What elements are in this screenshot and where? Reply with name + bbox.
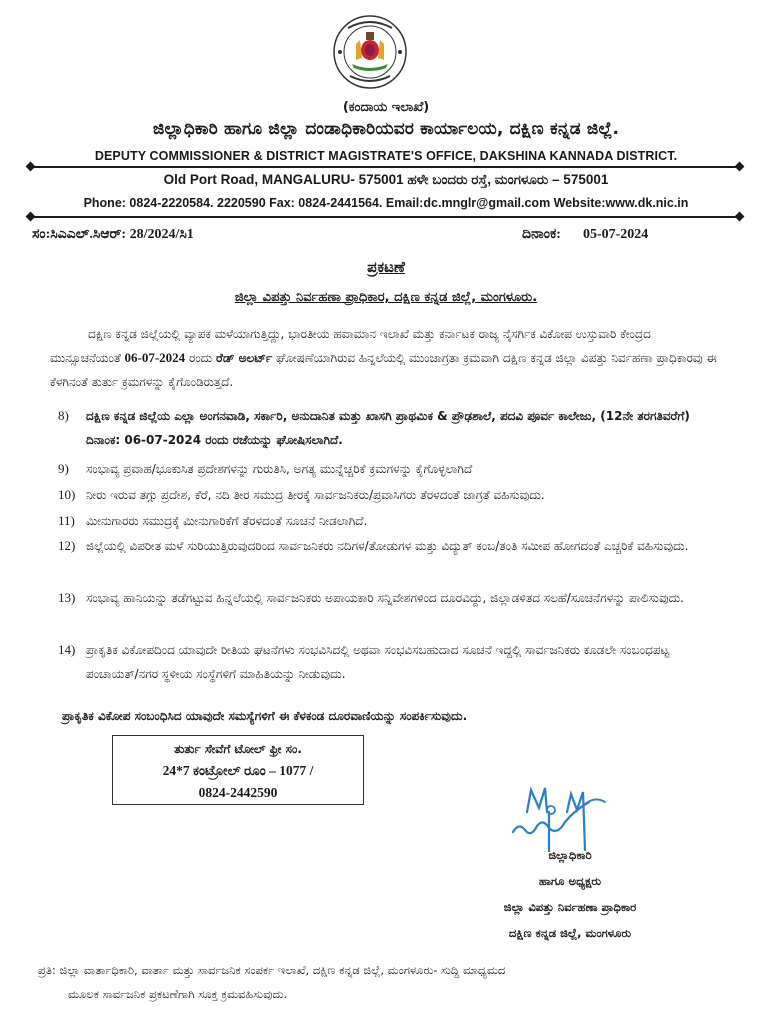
item-text: ಸಂಭಾವ್ಯ ಹಾನಿಯನ್ನು ತಡೆಗಟ್ಟುವ ಹಿನ್ನಲೆಯಲ್ಲಿ ಸಾರ್ವಜನಿಕರು ಅಪಾಯಕಾರಿ ಸನ್ನಿವೇಶಗಳಿಂದ ದೂರವಿದ್ದು, ಜಿಲ್ಲಾಡಳಿತದ ಸಲಹೆ/ಸೂಚನೆಗಳನ್ನು ಪಾಲಿಸುವುದು. — [86, 591, 684, 605]
page-title: ಪ್ರಕಟಣೆ — [367, 258, 405, 276]
office-address: Old Port Road, MANGALURU- 575001 ಹಳೇ ಬಂದರು ರಸ್ತೆ, ಮಂಗಳೂರು – 575001 — [163, 172, 609, 187]
department-subtitle: (ಕಂದಾಯ ಇಲಾಖೆ) — [342, 100, 430, 115]
list-item — [58, 404, 718, 452]
item-number: 14) — [58, 642, 76, 657]
item-text: ಜಿಲ್ಲೆಯಲ್ಲಿ ವಿಪರೀತ ಮಳೆ ಸುರಿಯುತ್ತಿರುವುದರಿಂದ ಸಾರ್ವಜನಿಕರು ನದಿಗಳ/ತೋಡುಗಳ ಮತ್ತು ವಿದ್ಯುತ್ ಕಂಬ/ತಂತಿ ಸಮೀಪ ಹೋಗದಂತೆ ಎಚ್ಚರಿಕೆ ವಹಿಸುವುದು. — [86, 539, 689, 553]
control-room-number: 24*7 ಕಂಟ್ರೋಲ್ ರೂಂ – 1077 / — [162, 763, 314, 778]
item-text: ಪ್ರಾಕೃತಿಕ ವಿಕೋಪದಿಂದ ಯಾವುದೇ ರೀತಿಯ ಘಟನೆಗಳು ಸಂಭವಿಸಿದಲ್ಲಿ ಅಥವಾ ಸಂಭವಿಸಬಹುದಾದ ಸೂಚನೆ ಇದ್ದಲ್ಲಿ ಸಾರ್ವಜನಿಕರು ಕೂಡಲೇ ಸಂಬಂಧಪಟ್ಟ ಪಂಚಾಯತ್/ನಗರ ಸ್ಥಳೀಯ ಸಂಸ್ಥೆಗಳಿಗೆ ಮಾಹಿತಿಯನ್ನು ನೀಡುವುದು. — [86, 643, 670, 681]
copy-to-line: ಪ್ರತಿ: ಜಿಲ್ಲಾ ವಾರ್ತಾಧಿಕಾರಿ, ವಾರ್ತಾ ಮತ್ತು ಸಾರ್ವಜನಿಕ ಸಂಪರ್ಕ ಇಲಾಖೆ, ದಕ್ಷಿಣ ಕನ್ನಡ ಜಿಲ್ಲೆ, ಮಂಗಳೂರು- ಸುದ್ದಿ ಮಾಧ್ಯಮದ — [38, 963, 506, 977]
list-item — [58, 638, 718, 686]
intro-text: ಘೋಷಣೆಯಾಗಿರುವ ಹಿನ್ನಲೆಯಲ್ಲಿ ಮುಂಜಾಗ್ರತಾ ಕ್ರಮವಾಗಿ ದಕ್ಷಿಣ ಕನ್ನಡ ಜಿಲ್ಲಾ ವಿಪತ್ತು ನಿರ್ವಹಣಾ ಪ್ರಾಧಿಕಾರವು ಈ ಕೆಳಗಿನಂತೆ ತುರ್ತು ಕ್ರಮಗಳನ್ನು ಕೈಗೊಂಡಿರುತ್ತದೆ. — [50, 351, 717, 389]
item-text: ನೀರು ಇರುವ ತಗ್ಗು ಪ್ರದೇಶ, ಕೆರೆ, ನದಿ ತೀರ ಸಮುದ್ರ ತೀರಕ್ಕೆ ಸಾರ್ವಜನಿಕರು/ಪ್ರವಾಸಿಗರು ತೆರಳದಂತೆ ಜಾಗ್ರತೆ ವಹಿಸುವುದು. — [86, 488, 545, 502]
document-date — [522, 227, 648, 243]
office-name-english: DEPUTY COMMISSIONER & DISTRICT MAGISTRATE'S OFFICE, DAKSHINA KANNADA DISTRICT. — [94, 149, 678, 163]
list-item — [58, 534, 718, 558]
intro-paragraph — [50, 322, 720, 394]
item-text: ದಕ್ಷಿಣ ಕನ್ನಡ ಜಿಲ್ಲೆಯ ಎಲ್ಲಾ ಅಂಗನವಾಡಿ, ಸರ್ಕಾರಿ, ಅನುದಾನಿತ ಮತ್ತು ಖಾಸಗಿ ಪ್ರಾಥಮಿಕ & ಪ್ರೌಢಶಾಲೆ, ಪದವಿ ಪೂರ್ವ ಕಾಲೇಜು, (12ನೇ ತರಗತಿವರೆಗೆ) ದಿನಾಂಕ: 06-07-2024 ರಂದು ರಜೆಯನ್ನು ಘೋಷಿಸಲಾಗಿದೆ. — [86, 409, 690, 447]
date-value: 05-07-2024 — [582, 227, 649, 242]
item-number: 8) — [58, 408, 69, 423]
header-divider — [30, 216, 740, 218]
office-name-kannada: ಜಿಲ್ಲಾಧಿಕಾರಿ ಹಾಗೂ ಜಿಲ್ಲಾ ದಂಡಾಧಿಕಾರಿಯವರ ಕಾರ್ಯಾಲಯ, ದಕ್ಷಿಣ ಕನ್ನಡ ಜಿಲ್ಲೆ. — [152, 119, 620, 139]
signatory-authority: ಜಿಲ್ಲಾ ವಿಪತ್ತು ನಿರ್ವಹಣಾ ಪ್ರಾಧಿಕಾರ — [503, 900, 637, 914]
item-text: ಸಂಭಾವ್ಯ ಪ್ರವಾಹ/ಭೂಕುಸಿತ ಪ್ರದೇಶಗಳನ್ನು ಗುರುತಿಸಿ, ಅಗತ್ಯ ಮುನ್ನೆಚ್ಚರಿಕೆ ಕ್ರಮಗಳನ್ನು ಕೈಗೊಳ್ಳಲಾಗಿದೆ — [86, 462, 473, 476]
item-number: 13) — [58, 590, 76, 605]
page-subtitle: ಜಿಲ್ಲಾ ವಿಪತ್ತು ನಿರ್ವಹಣಾ ಪ್ರಾಧಿಕಾರ, ದಕ್ಷಿಣ ಕನ್ನಡ ಜಿಲ್ಲೆ, ಮಂಗಳೂರು. — [234, 290, 538, 305]
contact-note: ಪ್ರಾಕೃತಿಕ ವಿಕೋಪ ಸಂಬಂಧಿಸಿದ ಯಾವುದೇ ಸಮಸ್ಯೆಗಳಿಗೆ ಈ ಕೆಳಕಂಡ ದೂರವಾಣಿಯನ್ನು ಸಂಪರ್ಕಿಸುವುದು. — [62, 709, 468, 723]
control-room-phone: 0824-2442590 — [198, 785, 278, 800]
item-text: ಮೀನುಗಾರರು ಸಮುದ್ರಕ್ಕೆ ಮೀನುಗಾರಿಕೆಗೆ ತೆರಳದಂತೆ ಸೂಚನೆ ನೀಡಲಾಗಿದೆ. — [86, 514, 368, 528]
item-number: 9) — [58, 461, 69, 476]
date-label: ದಿನಾಂಕ: — [522, 227, 561, 242]
list-item — [58, 509, 718, 533]
item-number: 11) — [58, 513, 75, 528]
header-divider — [30, 166, 740, 168]
intro-text: ದಕ್ಷಿಣ ಕನ್ನಡ ಜಿಲ್ಲೆಯಲ್ಲಿ ವ್ಯಾಪಕ ಮಳೆಯಾಗುತ್ತಿದ್ದು, ಭಾರತೀಯ ಹವಾಮಾನ ಇಲಾಖೆ ಮತ್ತು ಕರ್ನಾಟಕ ರಾಜ್ಯ ನೈಸರ್ಗಿಕ ವಿಕೋಪ ಉಸ್ತುವಾರಿ ಕೇಂದ್ರದ ಮುನ್ಸೂಚನೆಯಂತೆ — [50, 327, 651, 365]
reference-number: ಸಂ:ಸಿಎಎಲ್.ಸಿಆರ್: 28/2024/ಸಿ1 — [32, 227, 194, 242]
signatory-role: ಹಾಗೂ ಅಧ್ಯಕ್ಷರು — [538, 874, 602, 888]
copy-to — [38, 958, 728, 1006]
state-emblem-icon — [332, 14, 408, 90]
intro-text: ರಂದು — [185, 351, 217, 365]
signatory-location: ದಕ್ಷಿಣ ಕನ್ನಡ ಜಿಲ್ಲೆ, ಮಂಗಳೂರು — [508, 926, 632, 940]
signatory-title: ಜಿಲ್ಲಾಧಿಕಾರಿ — [548, 848, 592, 862]
item-number: 10) — [58, 487, 76, 502]
tollfree-heading: ತುರ್ತು ಸೇವೆಗೆ ಟೋಲ್ ಫ್ರೀ ಸಂ. — [174, 742, 302, 756]
list-item — [58, 586, 718, 610]
copy-to-line: ಮೂಲಕ ಸಾರ್ವಜನಿಕ ಪ್ರಕಟಣೆಗಾಗಿ ಸೂಕ್ತ ಕ್ರಮವಹಿಸುವುದು. — [68, 987, 288, 1001]
list-item — [58, 457, 718, 481]
office-contact: Phone: 0824-2220584. 2220590 Fax: 0824-2441564. Email:dc.mnglr@gmail.com Website:www.dk.nic.in — [83, 196, 689, 210]
signatory-block — [455, 842, 685, 946]
tollfree-box — [112, 735, 364, 805]
list-item — [58, 483, 718, 507]
red-alert-text: ರೆಡ್ ಅಲರ್ಟ್ — [216, 351, 273, 365]
item-number: 12) — [58, 538, 76, 553]
alert-date: 06-07-2024 — [124, 350, 186, 365]
